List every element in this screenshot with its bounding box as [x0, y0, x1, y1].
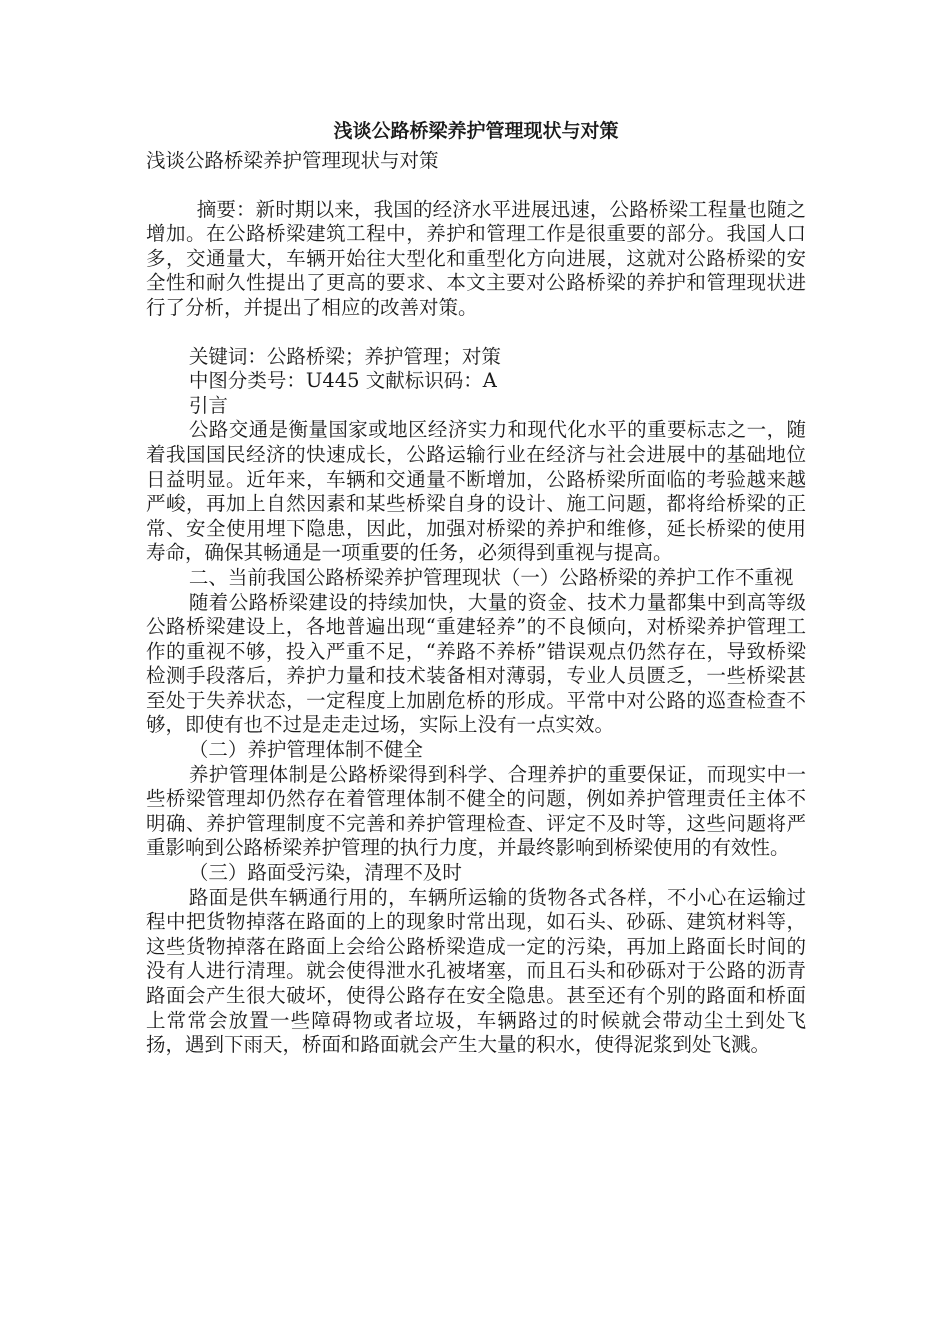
section-2-paragraph: 随着公路桥梁建设的持续加快，大量的资金、技术力量都集中到高等级公路桥梁建设上，各地普遍出现“重建轻养”的不良倾向，对桥梁养护管理工作的重视不够，投入严重不足，“养路不养桥”错误观点仍然存在，导致桥梁检测手段落后，养护力量和技术装备相对薄弱，专业人员匮乏，一些桥梁甚至处于失养状态，一定程度上加剧危桥的形成。平常中对公路的巡查检查不够，即使有也不过是走走过场，实际上没有一点实效。	[146, 590, 806, 737]
document-title: 浅谈公路桥梁养护管理现状与对策	[333, 120, 619, 142]
subsection-3-paragraph: 路面是供车辆通行用的，车辆所运输的货物各式各样，不小心在运输过程中把货物掉落在路面的上的现象时常出现，如石头、砂砾、建筑材料等，这些货物掉落在路面上会给公路桥梁造成一定的污染，再加上路面长时间的没有人进行清理。就会使得泄水孔被堵塞，而且石头和砂砾对于公路的沥青路面会产生很大破坏，使得公路存在安全隐患。甚至还有个别的路面和桥面上常常会放置一些障碍物或者垃圾，车辆路过的时候就会带动尘土到处飞扬，遇到下雨天，桥面和路面就会产生大量的积水，使得泥浆到处飞溅。	[146, 885, 806, 1057]
intro-heading: 引言	[188, 393, 228, 417]
abstract-paragraph: 摘要：新时期以来，我国的经济水平进展迅速，公路桥梁工程量也随之增加。在公路桥梁建筑工程中，养护和管理工作是很重要的部分。我国人口多，交通量大，车辆开始往大型化和重型化方向进展，这就对公路桥梁的安全性和耐久性提出了更高的要求、本文主要对公路桥梁的养护和管理现状进行了分析，并提出了相应的改善对策。	[146, 197, 806, 319]
intro-paragraph: 公路交通是衡量国家或地区经济实力和现代化水平的重要标志之一，随着我国国民经济的快速成长，公路运输行业在经济与社会进展中的基础地位日益明显。近年来，车辆和交通量不断增加，公路桥梁所面临的考验越来越严峻，再加上自然因素和某些桥梁自身的设计、施工问题，都将给桥梁的正常、安全使用埋下隐患，因此，加强对桥梁的养护和维修，延长桥梁的使用寿命，确保其畅通是一项重要的任务，必须得到重视与提高。	[146, 418, 806, 565]
subsection-2-heading: （二）养护管理体制不健全	[188, 738, 423, 762]
keywords-line: 关键词：公路桥梁；养护管理；对策	[188, 344, 501, 368]
subsection-3-heading: （三）路面受污染，清理不及时	[188, 861, 462, 885]
document-page	[146, 118, 806, 1058]
document-subtitle: 浅谈公路桥梁养护管理现状与对策	[146, 149, 439, 172]
section-2-heading: 二、当前我国公路桥梁养护管理现状（一）公路桥梁的养护工作不重视	[188, 565, 794, 589]
classification-line: 中图分类号：U445 文献标识码：A	[188, 369, 497, 393]
subsection-2-paragraph: 养护管理体制是公路桥梁得到科学、合理养护的重要保证，而现实中一些桥梁管理却仍然存在着管理体制不健全的问题，例如养护管理责任主体不明确、养护管理制度不完善和养护管理检查、评定不及时等，这些问题将严重影响到公路桥梁养护管理的执行力度，并最终影响到桥梁使用的有效性。	[146, 762, 806, 860]
